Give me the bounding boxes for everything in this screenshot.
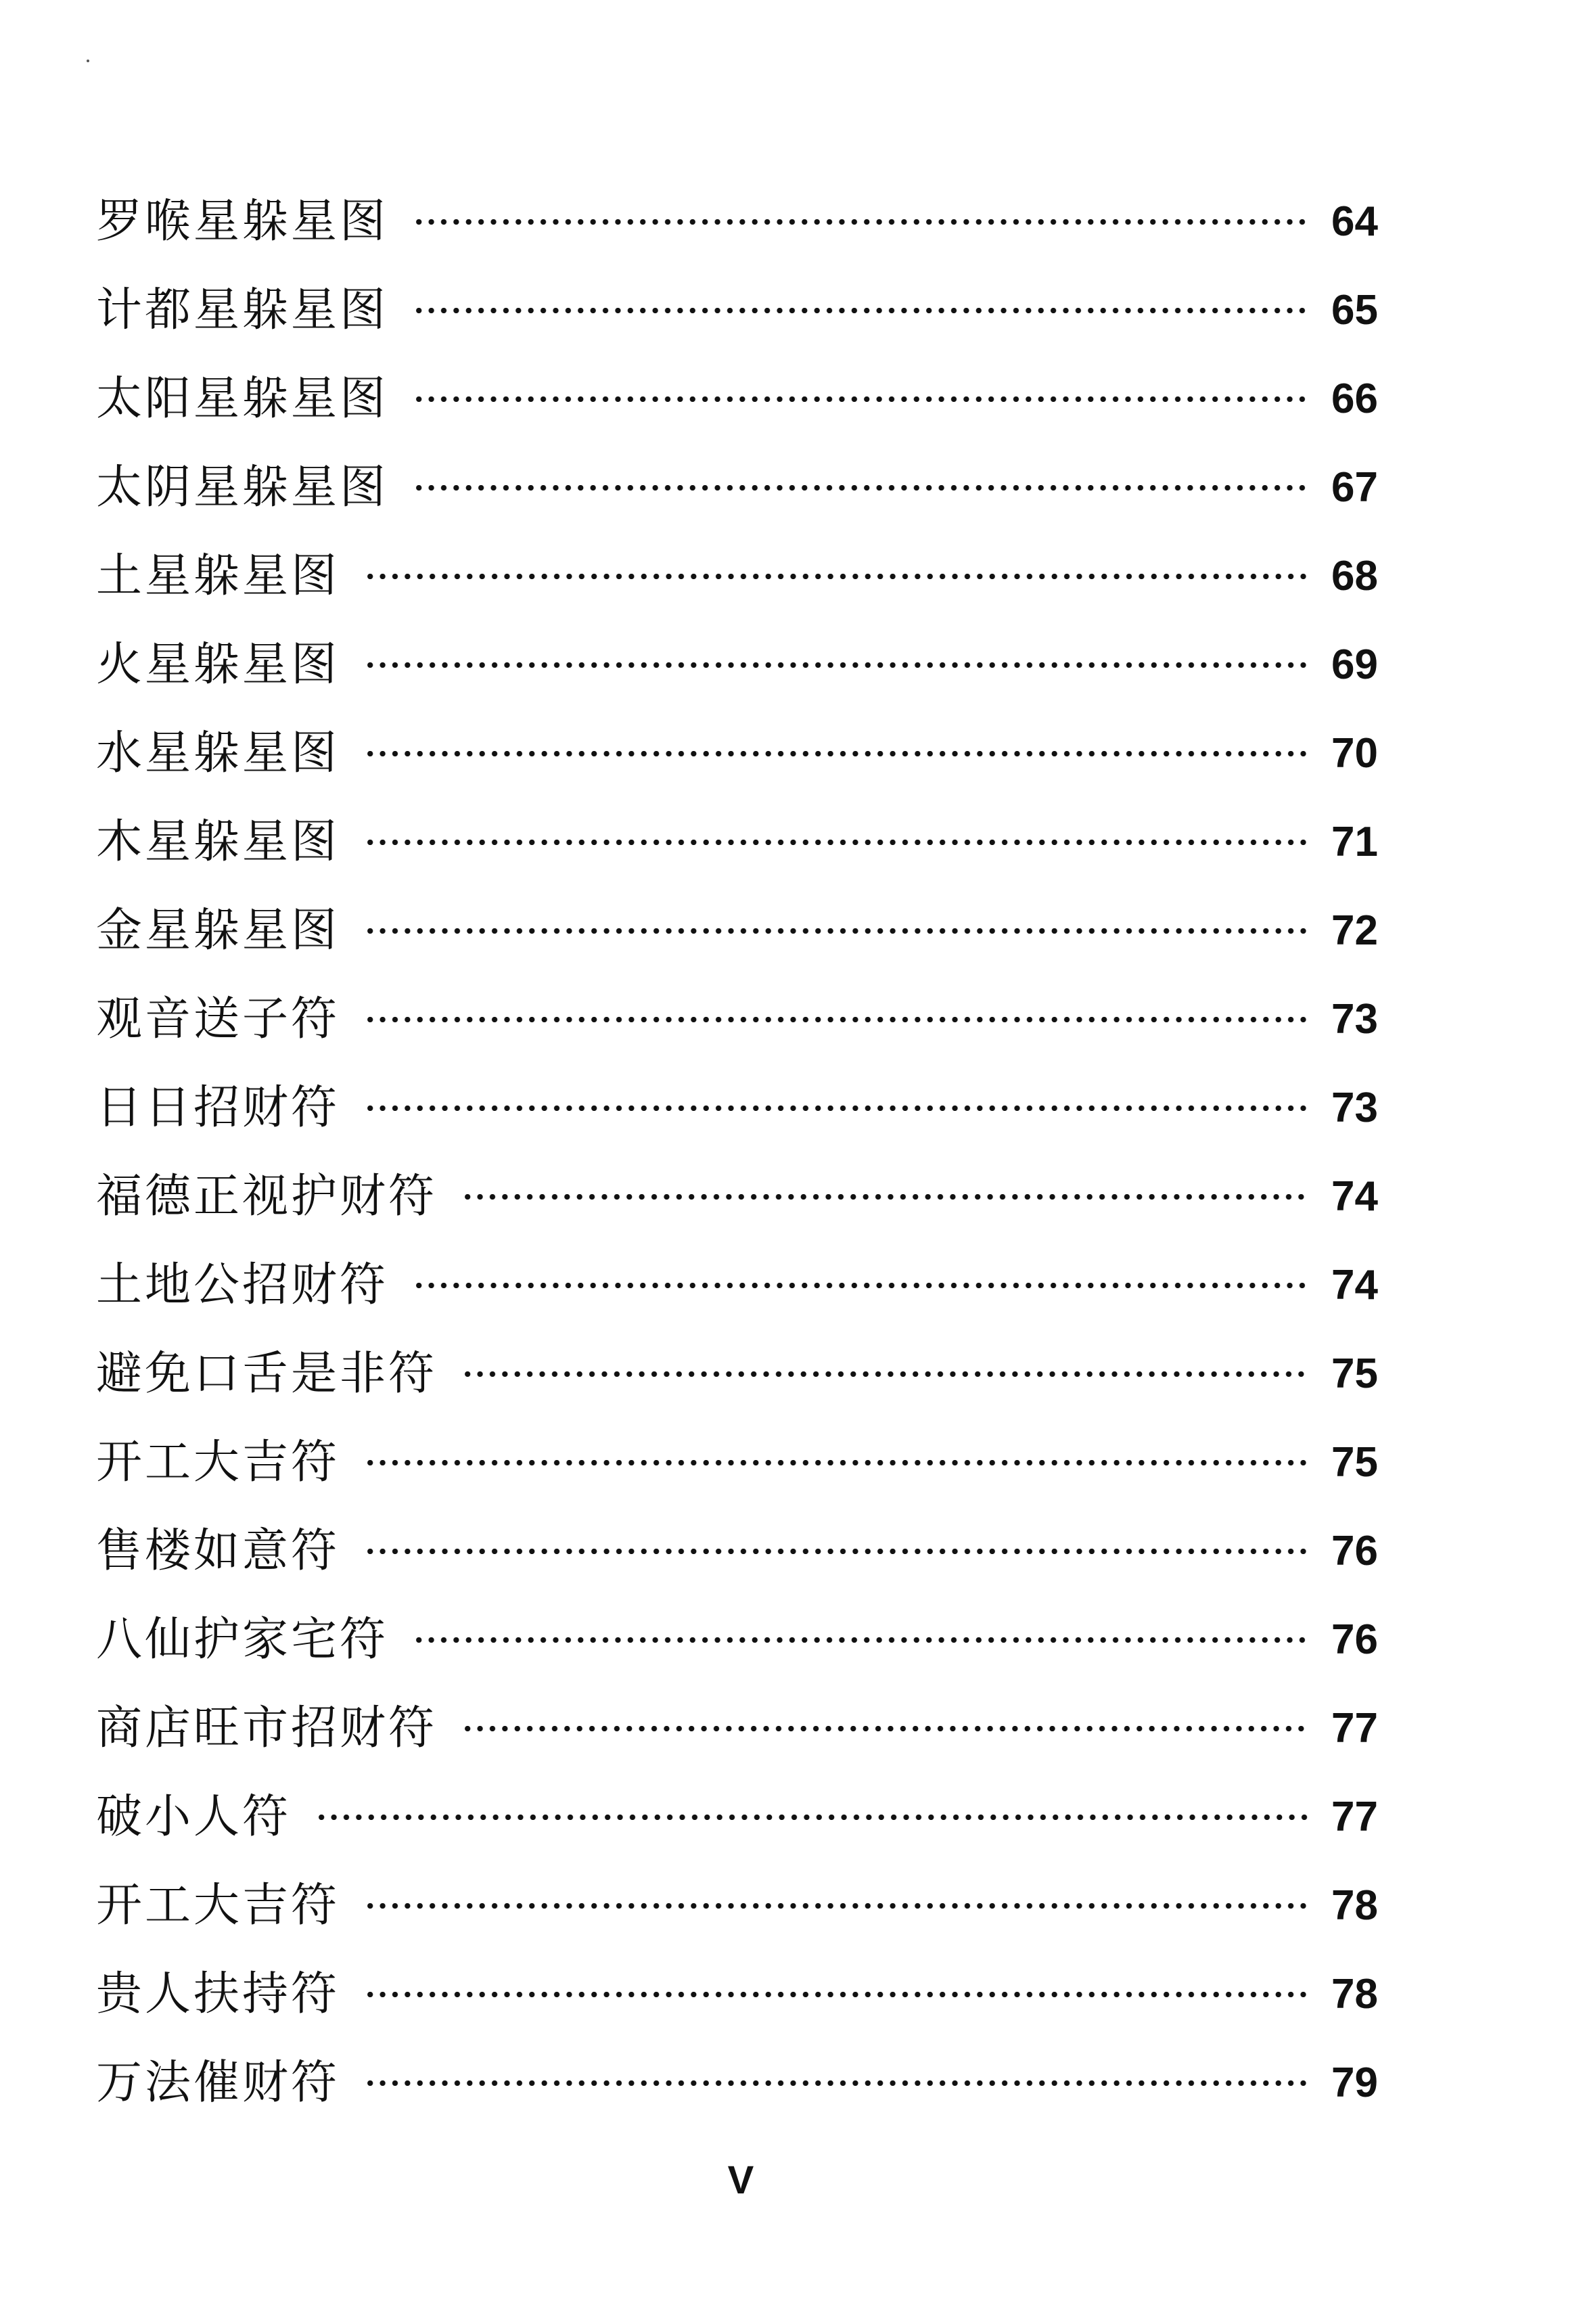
toc-entry-title: 八仙护家宅符	[96, 1612, 389, 1666]
toc-entry-page-number: 71	[1331, 818, 1378, 865]
toc-entry	[96, 1773, 1378, 1861]
toc-entry	[96, 1329, 1378, 1418]
toc-entry-page-number: 77	[1331, 1704, 1378, 1752]
toc-entry-page-number: 68	[1331, 552, 1378, 599]
dot-leader	[364, 2080, 1308, 2086]
toc-entry-page-number: 77	[1331, 1793, 1378, 1840]
toc-entry	[96, 1152, 1378, 1241]
toc-entry-title: 开工大吉符	[96, 1878, 340, 1932]
dot-leader	[413, 219, 1308, 225]
toc-entry	[96, 1950, 1378, 2038]
toc-entry-page-number: 70	[1331, 729, 1378, 777]
dot-leader	[364, 1549, 1308, 1554]
toc-entry-page-number: 69	[1331, 641, 1378, 688]
dot-leader	[364, 1460, 1308, 1465]
dot-leader	[413, 308, 1308, 313]
dot-leader	[413, 396, 1308, 402]
toc-entry-page-number: 64	[1331, 198, 1378, 245]
toc-entry-page-number: 79	[1331, 2059, 1378, 2106]
toc-entry-page-number: 78	[1331, 1970, 1378, 2018]
toc-entry-page-number: 76	[1331, 1616, 1378, 1663]
dot-leader	[364, 1903, 1308, 1909]
dot-leader	[364, 662, 1308, 668]
toc-entry-title: 万法催财符	[96, 2055, 340, 2110]
toc-entry	[96, 532, 1378, 620]
toc-entry-title: 土地公招财符	[96, 1258, 389, 1312]
dot-leader	[364, 574, 1308, 579]
dot-leader	[364, 1017, 1308, 1022]
toc-entry-page-number: 73	[1331, 1084, 1378, 1131]
toc-entry-page-number: 75	[1331, 1350, 1378, 1397]
toc-entry	[96, 1241, 1378, 1329]
dot-leader	[413, 1637, 1308, 1643]
toc-entry-title: 观音送子符	[96, 992, 340, 1046]
toc-entry-page-number: 74	[1331, 1261, 1378, 1308]
dot-leader	[364, 928, 1308, 934]
toc-entry-page-number: 74	[1331, 1172, 1378, 1220]
dot-leader	[461, 1726, 1308, 1731]
toc-entry	[96, 443, 1378, 532]
dot-leader	[461, 1194, 1308, 1200]
dot-leader	[413, 485, 1308, 491]
toc-entry-page-number: 78	[1331, 1882, 1378, 1929]
toc-entry-title: 计都星躲星图	[96, 283, 389, 337]
toc-entry-page-number: 73	[1331, 995, 1378, 1043]
toc-entry-title: 太阳星躲星图	[96, 371, 389, 426]
dot-leader	[364, 1106, 1308, 1111]
toc-entry-title: 日日招财符	[96, 1080, 340, 1135]
toc-entry	[96, 1418, 1378, 1507]
toc-entry	[96, 1507, 1378, 1595]
toc-entry	[96, 266, 1378, 355]
toc-entry-page-number: 72	[1331, 907, 1378, 954]
toc-entry	[96, 886, 1378, 975]
toc-entry-page-number: 66	[1331, 375, 1378, 422]
toc-entry-title: 土星躲星图	[96, 549, 340, 603]
toc-entry	[96, 798, 1378, 886]
dot-leader	[364, 751, 1308, 756]
toc-entry-page-number: 65	[1331, 286, 1378, 334]
dot-leader	[315, 1815, 1308, 1820]
toc-entry	[96, 1595, 1378, 1684]
toc-entry	[96, 2038, 1378, 2127]
toc-entry	[96, 709, 1378, 798]
toc-entry-title: 商店旺市招财符	[96, 1701, 438, 1755]
toc-entry	[96, 177, 1378, 266]
toc-entry-title: 太阴星躲星图	[96, 460, 389, 514]
dot-leader	[364, 840, 1308, 845]
toc-entry-title: 木星躲星图	[96, 815, 340, 869]
toc-entry-page-number: 76	[1331, 1527, 1378, 1574]
toc-entry-title: 罗喉星躲星图	[96, 194, 389, 248]
toc-entry-page-number: 75	[1331, 1438, 1378, 1486]
toc-entry	[96, 355, 1378, 443]
toc-entry-title: 开工大吉符	[96, 1435, 340, 1489]
toc-entry-title: 福德正视护财符	[96, 1169, 438, 1223]
toc-entry-title: 避免口舌是非符	[96, 1346, 438, 1400]
toc-entry-page-number: 67	[1331, 463, 1378, 511]
dot-leader	[413, 1283, 1308, 1288]
dot-leader	[364, 1992, 1308, 1997]
toc-entry-title: 火星躲星图	[96, 637, 340, 691]
toc-entry	[96, 975, 1378, 1064]
toc-entry-title: 水星躲星图	[96, 726, 340, 780]
page-number: V	[727, 2158, 754, 2202]
toc-entry-title: 金星躲星图	[96, 903, 340, 957]
table-of-contents	[96, 177, 1378, 2127]
toc-entry	[96, 1064, 1378, 1152]
toc-entry-title: 破小人符	[96, 1790, 292, 1844]
toc-entry-title: 贵人扶持符	[96, 1967, 340, 2021]
toc-entry	[96, 620, 1378, 709]
toc-entry	[96, 1861, 1378, 1950]
toc-entry	[96, 1684, 1378, 1773]
toc-entry-title: 售楼如意符	[96, 1524, 340, 1578]
dot-leader	[461, 1371, 1308, 1377]
scan-speck	[87, 60, 89, 62]
